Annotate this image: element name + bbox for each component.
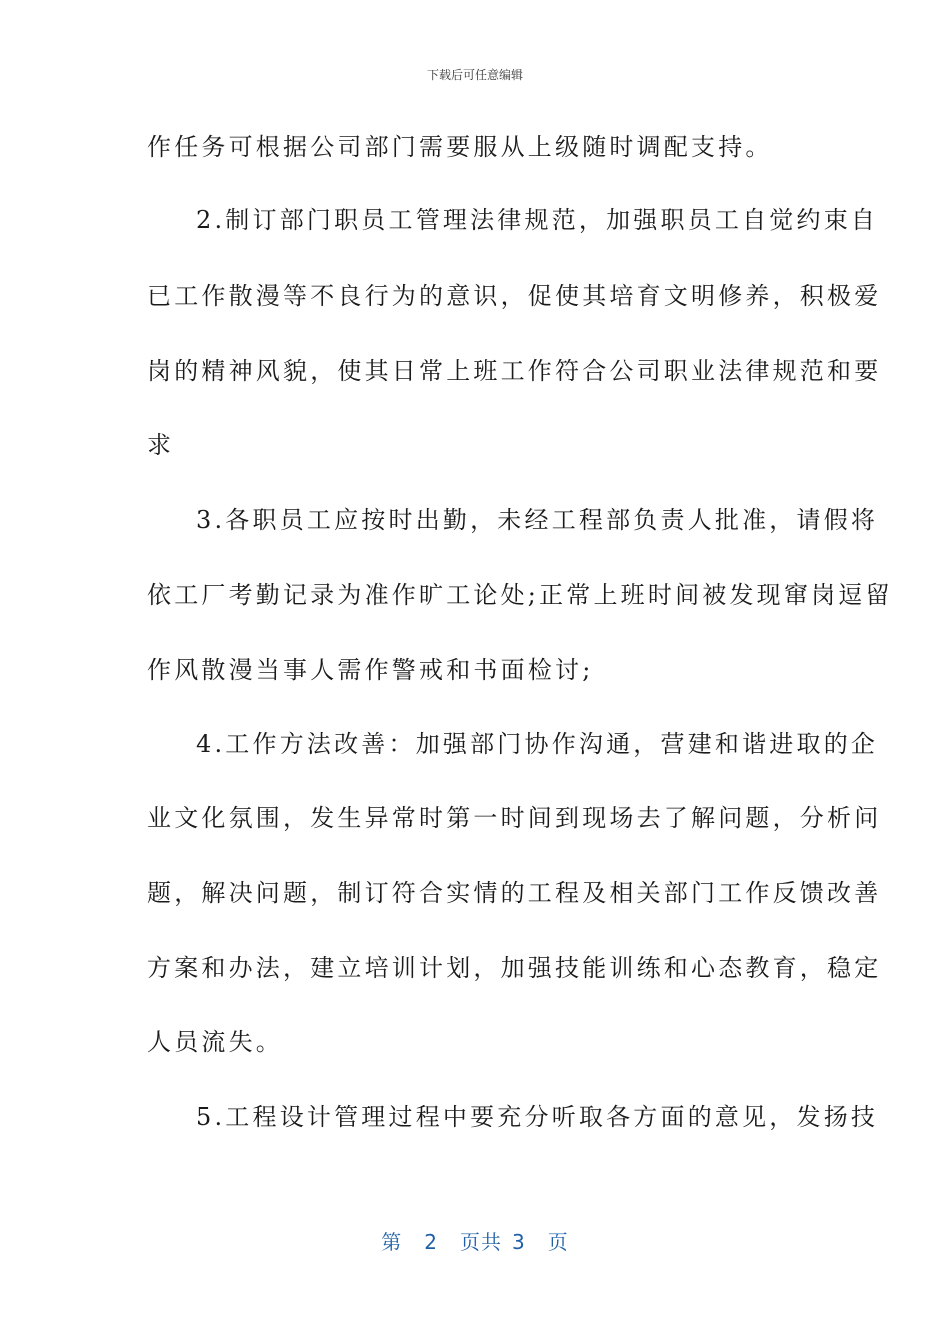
header-note: 下载后可任意编辑 [426, 68, 523, 82]
footer-label-ye: 页 [547, 1230, 569, 1254]
body-line: 5.工程设计管理过程中要充分听取各方面的意见，发扬技 [196, 1103, 879, 1131]
body-line: 作风散漫当事人需作警戒和书面检讨; [147, 656, 594, 684]
body-line: 题，解决问题，制订符合实情的工程及相关部门工作反馈改善 [147, 879, 882, 907]
body-line: 作任务可根据公司部门需要服从上级随时调配支持。 [147, 133, 773, 161]
footer-page-current: 2 [424, 1230, 438, 1254]
body-line: 岗的精神风貌，使其日常上班工作符合公司职业法律规范和要 [147, 357, 882, 385]
body-line: 求 [147, 431, 175, 459]
body-line: 方案和办法，建立培训计划，加强技能训练和心态教育，稳定 [147, 954, 882, 982]
body-line: 业文化氛围，发生异常时第一时间到现场去了解问题，分析问 [147, 804, 882, 832]
footer-label-di: 第 [381, 1230, 403, 1254]
body-line: 4.工作方法改善：加强部门协作沟通，营建和谐进取的企 [196, 730, 879, 758]
body-line: 依工厂考勤记录为准作旷工论处;正常上班时间被发现窜岗逗留 [147, 581, 893, 609]
page-footer [0, 1226, 950, 1255]
body-line: 人员流失。 [147, 1028, 283, 1056]
body-line: 2.制订部门职员工管理法律规范，加强职员工自觉约束自 [196, 206, 879, 234]
footer-page-total: 3 [512, 1230, 526, 1254]
footer-label-ye-gong: 页共 [460, 1230, 502, 1254]
body-line: 已工作散漫等不良行为的意识，促使其培育文明修养，积极爱 [147, 282, 882, 310]
body-line: 3.各职员工应按时出勤，未经工程部负责人批准，请假将 [196, 506, 879, 534]
